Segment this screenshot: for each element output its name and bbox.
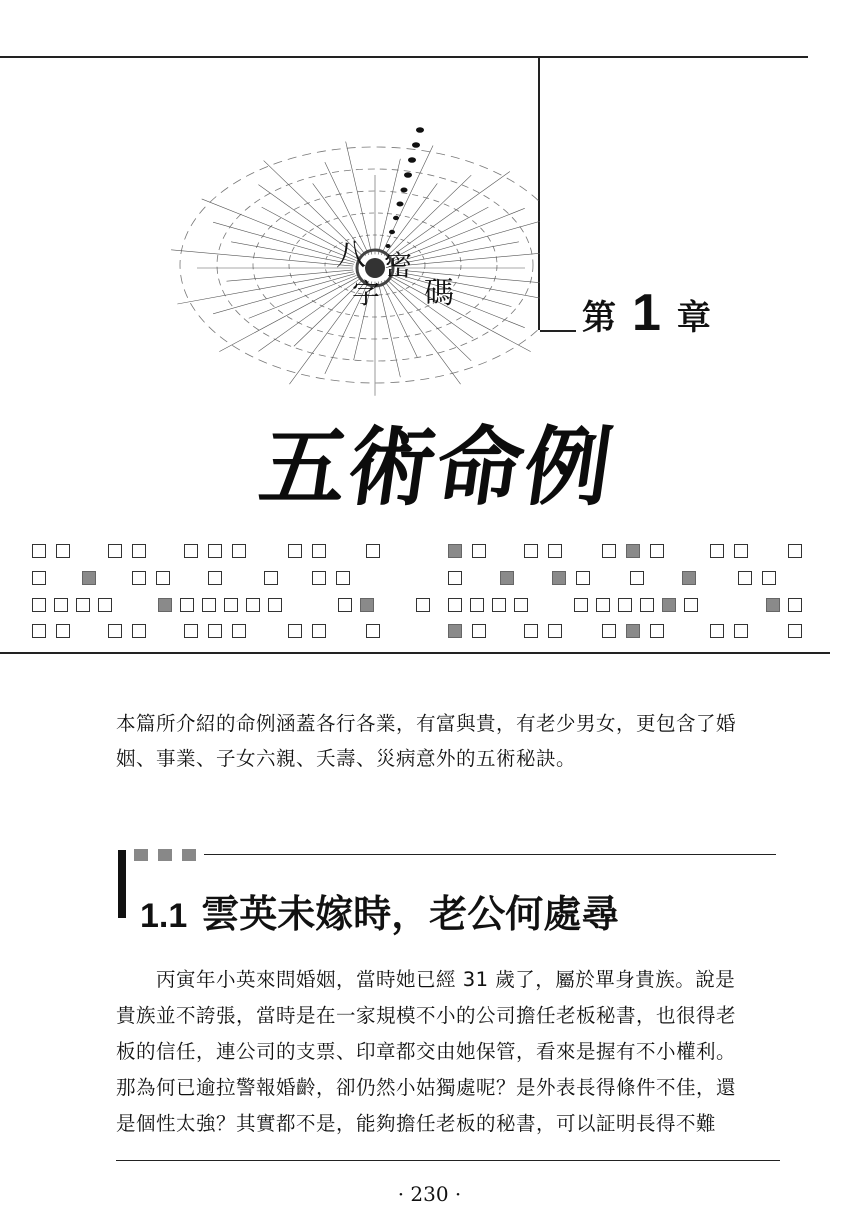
pattern-bottom-rule — [0, 652, 830, 654]
chapter-number: 1 — [632, 284, 661, 342]
square-row-4 — [32, 624, 812, 642]
section-rule — [204, 854, 776, 855]
section-square-3 — [182, 849, 196, 861]
body-line-1: 丙寅年小英來問婚姻，當時她已經 31 歲了，屬於單身貴族。說是 — [116, 968, 736, 991]
chapter-label — [582, 284, 711, 342]
section-title-text: 雲英未嫁時，老公何處尋 — [201, 892, 620, 936]
top-rule — [0, 56, 808, 58]
section-number: 1.1 — [140, 897, 188, 935]
square-row-2 — [32, 571, 812, 589]
chapter-short-rule — [540, 330, 576, 332]
body-line-5: 是個性太強？其實都不是，能夠擔任老板的秘書，可以証明長得不難 — [116, 1112, 717, 1135]
intro-line-1: 本篇所介紹的命例涵蓋各行各業，有富與貴，有老少男女，更包含了婚 — [116, 712, 737, 735]
chapter-suffix: 章 — [676, 298, 711, 338]
square-row-3 — [32, 598, 812, 616]
body-line-3: 板的信任，連公司的支票、印章都交由她保管，看來是握有不小權利。 — [116, 1040, 737, 1063]
body-line-4: 那為何已逾拉警報婚齡，卻仍然小姑獨處呢？是外表長得條件不佳，還 — [116, 1076, 737, 1099]
logo-char-4: 碼 — [424, 276, 454, 311]
square-row-1 — [32, 544, 812, 562]
footer-rule — [116, 1160, 780, 1161]
logo-char-1: 八 — [336, 238, 366, 273]
section-left-bar — [118, 850, 126, 918]
logo-char-2: 字 — [352, 277, 381, 310]
chapter-prefix: 第 — [582, 298, 616, 338]
section-square-2 — [158, 849, 172, 861]
radial-logo-graphic — [120, 100, 540, 430]
section-square-1 — [134, 849, 148, 861]
page-number: · 230 · — [397, 1182, 462, 1206]
intro-line-2: 姻、事業、子女六親、夭壽、災病意外的五術秘訣。 — [116, 747, 577, 770]
body-line-2: 貴族並不誇張，當時是在一家規模不小的公司擔任老板秘書，也很得老 — [116, 1004, 737, 1027]
section-title — [140, 883, 619, 938]
logo-char-3: 密 — [384, 249, 413, 282]
chapter-title: 五術命例 — [253, 417, 621, 518]
